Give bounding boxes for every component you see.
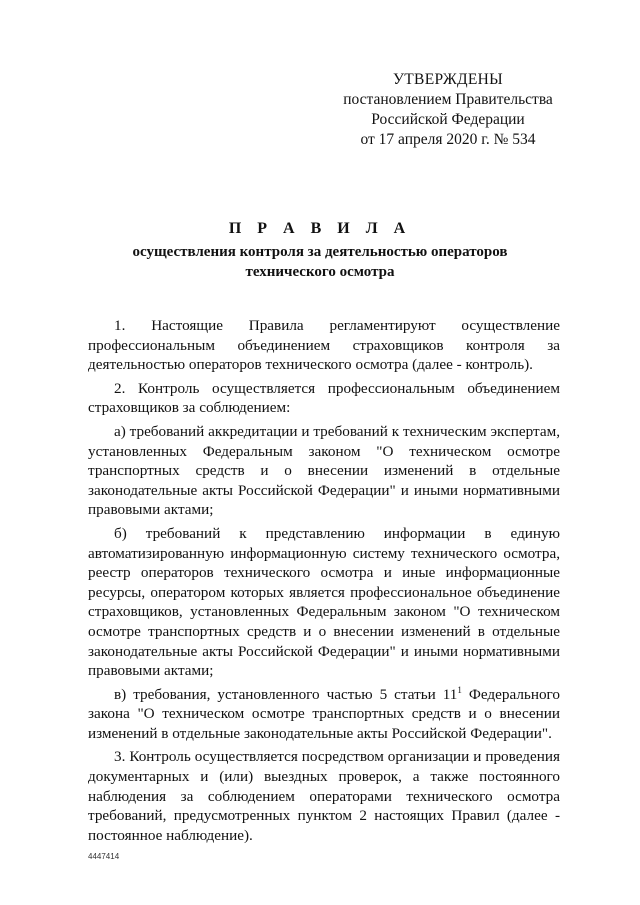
approval-line-2: Российской Федерации (371, 111, 525, 128)
approval-line-3: от 17 апреля 2020 г. № 534 (360, 131, 536, 148)
approval-block (330, 70, 566, 150)
paragraph-2b: б) требований к представлению информации в единую автоматизированную информационную систему технического осмотра, реестр операторов технического осмотра и иные информационные ресурсы, оператором которых является профессиональное объединение страховщиков, установленных Федеральным законом "О техническом осмотре транспортных средств и о внесении изменений в отдельные законодательные акты Российской Федерации" и иными нормативными правовыми актами; (88, 524, 560, 680)
approval-title: УТВЕРЖДЕНЫ (393, 71, 503, 88)
paragraph-3: 3. Контроль осуществляется посредством организации и проведения документарных и (или) выездных проверок, а также постоянного наблюдения за соблюдением операторами технического осмотра требований, предусмотренных пунктом 2 настоящих Правил (далее - постоянное наблюдение). (88, 748, 560, 844)
subtitle-line-2: технического осмотра (245, 264, 395, 280)
paragraph-2c-text: в) требования, установленного частью 5 статьи 11 (114, 685, 458, 703)
superscript-1: 1 (457, 684, 462, 695)
document-id: 4447414 (88, 852, 120, 861)
paragraph-1: 1. Настоящие Правила регламентируют осуществление профессиональным объединением страховщиков контроля за деятельностью операторов технического осмотра (далее - контроль). (88, 317, 560, 374)
paragraph-2a: а) требований аккредитации и требований к техническим экспертам, установленных Федеральным законом "О техническом осмотре транспортных средств и о внесении изменений в отдельные законодательные акты Российской Федерации" и иными нормативными правовыми актами; (88, 422, 560, 519)
paragraph-2c (88, 685, 560, 744)
document-subtitle (60, 242, 580, 282)
subtitle-line-1: осуществления контроля за деятельностью операторов (132, 244, 508, 260)
paragraph-2: 2. Контроль осуществляется профессиональным объединением страховщиков за соблюдением: (88, 379, 560, 417)
document-title: П Р А В И Л А (228, 220, 412, 237)
document-body (88, 316, 560, 849)
approval-line-1: постановлением Правительства (343, 91, 553, 108)
paragraph-2c-text-end: Федерального закона "О техническом осмотре транспортных средств и о внесении изменений в отдельные законодательные акты Российской Федерации". (88, 685, 560, 742)
